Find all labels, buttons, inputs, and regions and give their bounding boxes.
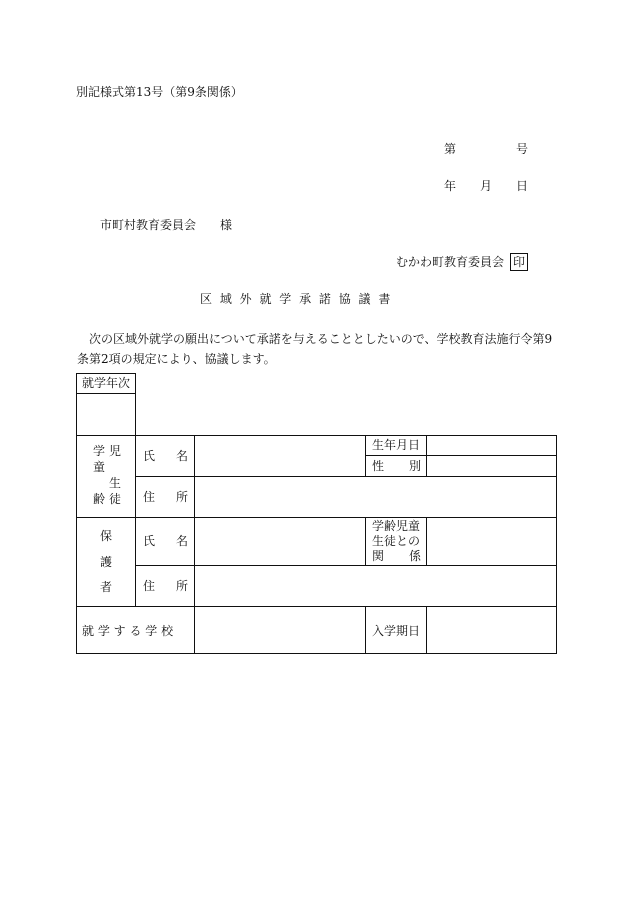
addressee-honorific: 様	[220, 218, 233, 232]
student-char-5: 生	[109, 476, 122, 490]
relation-label-line-3a: 関	[372, 549, 385, 563]
doc-number-prefix: 第	[444, 142, 457, 156]
student-name-label-a: 氏	[143, 449, 156, 463]
sender	[396, 256, 528, 268]
document-title: 区 域 外 就 学 承 諾 協 議 書	[200, 292, 393, 306]
guardian-address-label-b: 所	[176, 579, 189, 593]
gender-label-b: 別	[409, 459, 422, 473]
student-char-6: 徒	[109, 492, 122, 506]
student-char-3: 齢	[93, 492, 106, 506]
year-header: 就学年次	[82, 376, 131, 390]
guardian-name-label-b: 名	[176, 534, 189, 548]
sender-name: むかわ町教育委員会	[396, 255, 505, 269]
addressee	[100, 219, 232, 231]
date-month: 月	[480, 179, 493, 193]
student-char-4: 児	[109, 444, 122, 458]
relation-label-line-3b: 係	[409, 549, 422, 563]
doc-number-suffix: 号	[516, 142, 529, 156]
student-address-label-a: 住	[143, 490, 156, 504]
guardian-name-label-a: 氏	[143, 534, 156, 548]
school-label: 就 学 す る 学 校	[82, 624, 174, 638]
student-address-label-b: 所	[176, 490, 189, 504]
form-label: 別記様式第13号（第9条関係）	[76, 85, 243, 99]
guardian-char-3: 者	[100, 580, 113, 594]
student-name-label-b: 名	[176, 449, 189, 463]
birth-date-label: 生年月日	[372, 438, 421, 452]
guardian-char-2: 護	[100, 555, 113, 569]
entry-date-label: 入学期日	[372, 624, 421, 638]
student-char-2: 童	[93, 460, 106, 474]
addressee-name: 市町村教育委員会	[100, 218, 197, 232]
guardian-address-label-a: 住	[143, 579, 156, 593]
seal-mark: 印	[510, 253, 528, 271]
relation-label-line-1: 学齢児童	[372, 519, 421, 533]
guardian-char-1: 保	[100, 529, 113, 543]
student-char-1: 学	[93, 444, 106, 458]
relation-label-line-2: 生徒との	[372, 534, 421, 548]
gender-label-a: 性	[372, 459, 385, 473]
date-day: 日	[516, 179, 529, 193]
body-text: 次の区域外就学の願出について承諾を与えることとしたいので、学校教育法施行令第9条第2項の規定により、協議します。	[77, 332, 553, 366]
date-year: 年	[444, 179, 457, 193]
